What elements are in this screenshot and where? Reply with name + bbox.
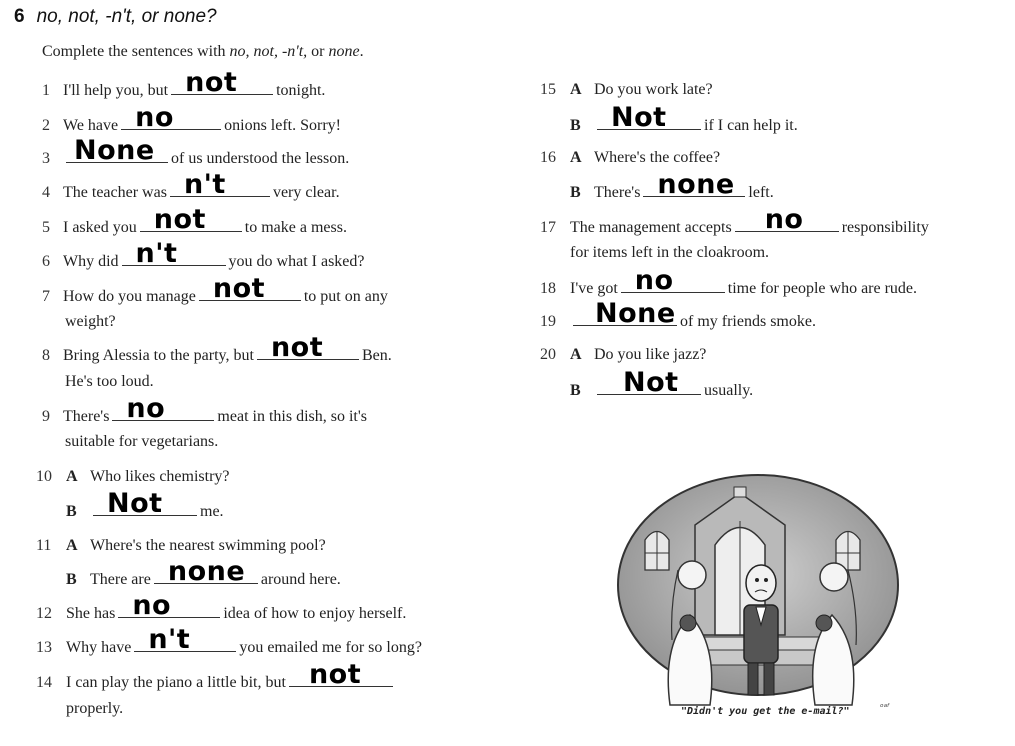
item-text-after: very clear.	[272, 184, 340, 201]
handwritten-answer: None	[74, 135, 155, 166]
item-number: 18	[540, 280, 556, 297]
speaker-a: A	[570, 346, 582, 363]
item-question: Do you work late?	[594, 81, 713, 98]
item-text-after: you emailed me for so long?	[239, 639, 422, 656]
speaker-b: B	[570, 382, 581, 399]
exercise-item-19	[540, 298, 816, 332]
exercise-item-15-b	[570, 102, 798, 136]
answer-blank[interactable]	[140, 204, 242, 235]
item-7-continuation: weight?	[65, 313, 116, 330]
item-text-before: The management accepts	[570, 219, 732, 236]
exercise-item-6	[42, 238, 365, 272]
instruction-text: Complete the sentences with	[42, 43, 230, 60]
item-text-after: usually.	[704, 382, 754, 399]
speaker-b: B	[66, 503, 77, 520]
handwritten-answer: none	[657, 169, 735, 200]
item-question: Where's the nearest swimming pool?	[90, 537, 326, 554]
item-text-after: you do what I asked?	[228, 253, 365, 270]
exercise-item-13	[36, 624, 422, 658]
speaker-a: A	[66, 468, 78, 485]
exercise-item-20-b	[570, 367, 754, 401]
item-text-after: if I can help it.	[704, 117, 798, 134]
answer-blank[interactable]	[93, 488, 197, 519]
answer-blank[interactable]	[573, 298, 677, 329]
item-8-continuation: He's too loud.	[65, 373, 154, 390]
item-text-before: I'll help you, but	[63, 82, 169, 99]
item-text-before: There's	[594, 184, 641, 201]
handwritten-answer: Not	[107, 488, 163, 519]
exercise-item-5	[42, 204, 347, 238]
item-number: 6	[42, 253, 50, 270]
handwritten-answer: n't	[148, 624, 191, 655]
left-bride-head	[678, 561, 706, 589]
exercise-item-12	[36, 590, 407, 624]
handwritten-answer: not	[153, 204, 206, 235]
item-text-after: around here.	[260, 571, 341, 588]
item-number: 14	[36, 674, 52, 691]
item-text-after: tonight.	[276, 82, 326, 99]
exercise-item-17	[540, 204, 929, 238]
speaker-b: B	[570, 117, 581, 134]
item-text-after: to put on any	[303, 288, 388, 305]
answer-blank[interactable]	[154, 556, 258, 587]
answer-blank[interactable]	[597, 367, 701, 398]
answer-blank[interactable]	[621, 265, 725, 296]
exercise-item-18	[540, 265, 918, 299]
answer-blank[interactable]	[289, 659, 393, 690]
item-number: 17	[540, 219, 556, 236]
answer-blank[interactable]	[122, 238, 226, 269]
cartoonist-signature: ᵒᵃᶠ	[880, 703, 890, 713]
speaker-a: A	[570, 81, 582, 98]
handwritten-answer: not	[185, 67, 238, 98]
handwritten-answer: None	[595, 298, 676, 329]
wedding-cartoon-illustration	[610, 465, 910, 720]
item-text-after: onions left. Sorry!	[224, 117, 341, 134]
item-text-after: time for people who are rude.	[727, 280, 918, 297]
exercise-item-15-a	[540, 80, 713, 100]
exercise-item-8	[42, 332, 392, 366]
item-number: 8	[42, 347, 50, 364]
exercise-item-11-a	[36, 536, 326, 556]
item-number: 12	[36, 605, 52, 622]
church-cross	[734, 487, 746, 497]
item-number: 2	[42, 117, 50, 134]
exercise-item-20-a	[540, 345, 706, 365]
item-text-after: left.	[748, 184, 774, 201]
handwritten-answer: n't	[135, 238, 178, 269]
right-bride-head	[820, 563, 848, 591]
item-number: 19	[540, 313, 556, 330]
item-question: Who likes chemistry?	[90, 468, 230, 485]
item-text-after: me.	[200, 503, 224, 520]
answer-blank[interactable]	[597, 102, 701, 133]
answer-blank[interactable]	[121, 102, 221, 133]
handwritten-answer: no	[764, 204, 804, 235]
item-number: 7	[42, 288, 50, 305]
item-text-after: of us understood the lesson.	[171, 150, 350, 167]
item-text-before: We have	[63, 117, 119, 134]
item-number: 10	[36, 468, 52, 485]
item-text-after: meat in this dish, so it's	[217, 408, 367, 425]
exercise-item-11-b	[66, 556, 341, 590]
item-text-after: Ben.	[361, 347, 392, 364]
item-number: 11	[36, 537, 52, 554]
speaker-a: A	[570, 149, 582, 166]
exercise-item-4	[42, 169, 340, 203]
item-number: 13	[36, 639, 52, 656]
item-number: 1	[42, 82, 50, 99]
item-text-before: Why have	[66, 639, 132, 656]
item-text-before: Bring Alessia to the party, but	[63, 347, 254, 364]
item-number: 3	[42, 150, 50, 167]
left-bride-bouquet	[680, 615, 696, 631]
answer-blank[interactable]	[199, 273, 301, 304]
item-number: 20	[540, 346, 556, 363]
item-text-before: How do you manage	[63, 288, 196, 305]
handwritten-answer: n't	[183, 169, 226, 200]
handwritten-answer: no	[126, 393, 166, 424]
item-9-continuation: suitable for vegetarians.	[65, 433, 219, 450]
item-number: 15	[540, 81, 556, 98]
item-14-continuation: properly.	[66, 700, 124, 717]
section-header	[14, 6, 217, 28]
item-number: 5	[42, 219, 50, 236]
item-text-before: Why did	[63, 253, 119, 270]
exercise-item-9	[42, 393, 367, 427]
groom-head	[746, 565, 776, 601]
exercise-item-10-a	[36, 467, 230, 487]
answer-blank[interactable]	[643, 169, 745, 200]
section-number: 6	[14, 6, 25, 27]
answer-blank[interactable]	[118, 590, 220, 621]
item-text-before: There's	[63, 408, 110, 425]
instruction-last-option: none	[328, 43, 360, 60]
exercise-item-2	[42, 102, 341, 136]
speaker-b: B	[66, 571, 77, 588]
exercise-item-14	[36, 659, 396, 693]
answer-blank[interactable]	[735, 204, 839, 235]
answer-blank[interactable]	[112, 393, 214, 424]
handwritten-answer: no	[132, 590, 172, 621]
exercise-item-7	[42, 273, 388, 307]
item-text-after: of my friends smoke.	[680, 313, 816, 330]
item-text-before: I asked you	[63, 219, 137, 236]
answer-blank[interactable]	[257, 332, 359, 363]
handwritten-answer: not	[270, 332, 324, 363]
exercise-item-1	[42, 67, 326, 101]
handwritten-answer: no	[634, 265, 674, 296]
item-text-before: She has	[66, 605, 116, 622]
handwritten-answer: no	[135, 102, 174, 133]
handwritten-answer: none	[167, 556, 246, 587]
item-text-before: I've got	[570, 280, 618, 297]
item-text-before: The teacher was	[63, 184, 167, 201]
handwritten-answer: Not	[611, 102, 667, 133]
handwritten-answer: not	[212, 273, 266, 304]
instruction-options: no, not, -n't,	[229, 43, 308, 60]
exercise-item-16-a	[540, 148, 720, 168]
answer-blank[interactable]	[170, 169, 270, 200]
cartoon-caption: "Didn't you get the e-mail?"	[681, 706, 850, 717]
right-bride-bouquet	[816, 615, 832, 631]
item-number: 16	[540, 149, 556, 166]
item-number: 4	[42, 184, 50, 201]
handwritten-answer: not	[308, 659, 362, 690]
item-text-before: I can play the piano a little bit, but	[66, 674, 286, 691]
answer-blank[interactable]	[171, 67, 273, 98]
answer-blank[interactable]	[134, 624, 236, 655]
item-question: Where's the coffee?	[594, 149, 721, 166]
exercise-item-3	[42, 135, 350, 169]
item-text-after: responsibility	[841, 219, 929, 236]
item-text-before: There are	[90, 571, 151, 588]
item-17-continuation: for items left in the cloakroom.	[570, 244, 770, 261]
item-text-after: to make a mess.	[244, 219, 347, 236]
instruction	[42, 43, 364, 61]
answer-blank[interactable]	[66, 135, 168, 166]
speaker-b: B	[570, 184, 581, 201]
exercise-item-10-b	[66, 488, 224, 522]
instruction-or: or	[307, 43, 329, 60]
speaker-a: A	[66, 537, 78, 554]
item-number: 9	[42, 408, 50, 425]
exercise-item-16-b	[570, 169, 774, 203]
item-text-after: idea of how to enjoy herself.	[223, 605, 407, 622]
instruction-end: .	[359, 43, 364, 60]
handwritten-answer: Not	[623, 367, 679, 398]
section-title: no, not, -n't, or none?	[36, 6, 217, 27]
item-question: Do you like jazz?	[594, 346, 707, 363]
